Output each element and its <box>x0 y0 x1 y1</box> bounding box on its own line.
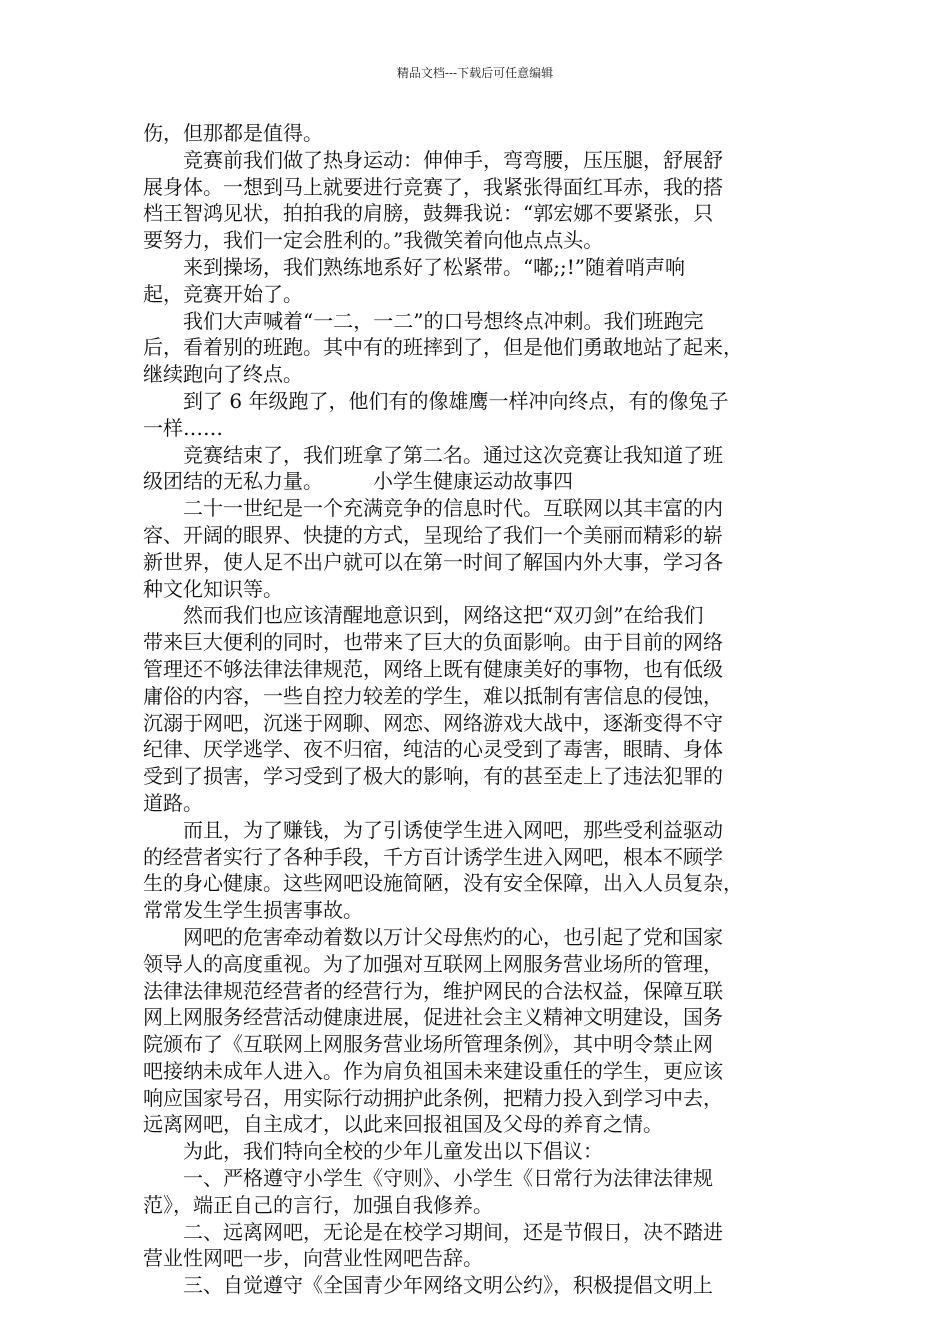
text-line: 新世界，使人足不出户就可以在第一时间了解国内外大事，学习各 <box>143 549 723 574</box>
text-line: 沉溺于网吧，沉迷于网聊、网恋、网络游戏大战中，逐渐变得不守 <box>143 710 723 735</box>
text-line: 远离网吧，自主成才，以此来回报祖国及父母的养育之情。 <box>143 1112 663 1137</box>
text-line: 起，竞赛开始了。 <box>143 281 303 306</box>
text-line: 二十一世纪是一个充满竞争的信息时代。互联网以其丰富的内 <box>143 496 723 521</box>
text-line: 展身体。一想到马上就要进行竞赛了，我紧张得面红耳赤，我的搭 <box>143 174 723 199</box>
text-line: 种文化知识等。 <box>143 576 283 601</box>
text-line: 级团结的无私力量。 小学生健康运动故事四 <box>143 469 573 494</box>
text-line: 二、远离网吧，无论是在校学习期间，还是节假日，决不踏进 <box>143 1219 723 1244</box>
text-line: 后，看着别的班跑。其中有的班摔到了，但是他们勇敢地站了起来， <box>143 335 743 360</box>
text-line: 常常发生学生损害事故。 <box>143 898 363 923</box>
text-line: 法律法律规范经营者的经营行为，维护网民的合法权益，保障互联 <box>143 978 723 1003</box>
text-line: 而且，为了赚钱，为了引诱使学生进入网吧，那些受利益驱动 <box>143 817 723 842</box>
text-line: 受到了损害，学习受到了极大的影响，有的甚至走上了违法犯罪的 <box>143 764 723 789</box>
text-line: 一样…… <box>143 415 223 440</box>
text-line: 然而我们也应该清醒地意识到，网络这把“双刃剑”在给我们 <box>143 603 704 628</box>
document-body <box>143 120 811 1299</box>
text-line: 竞赛前我们做了热身运动：伸伸手，弯弯腰，压压腿，舒展舒 <box>143 147 723 172</box>
text-line: 网上网服务经营活动健康进展，促进社会主义精神文明建设，国务 <box>143 1005 723 1030</box>
text-line: 我们大声喊着“一二，一二”的口号想终点冲刺。我们班跑完 <box>143 308 704 333</box>
text-line: 继续跑向了终点。 <box>143 362 303 387</box>
text-line: 网吧的危害牵动着数以万计父母焦灼的心，也引起了党和国家 <box>143 924 723 949</box>
text-line: 管理还不够法律法律规范，网络上既有健康美好的事物，也有低级 <box>143 656 723 681</box>
text-line: 范》，端正自己的言行，加强自我修养。 <box>143 1192 493 1217</box>
text-line: 营业性网吧一步，向营业性网吧告辞。 <box>143 1246 483 1271</box>
text-line: 领导人的高度重视。为了加强对互联网上网服务营业场所的管理， <box>143 951 723 976</box>
text-line: 容、开阔的眼界、快捷的方式，呈现给了我们一个美丽而精彩的崭 <box>143 522 723 547</box>
text-line: 响应国家号召，用实际行动拥护此条例，把精力投入到学习中去， <box>143 1085 723 1110</box>
page-header: 精品文档---下载后可任意编辑 <box>396 66 554 80</box>
text-line: 道路。 <box>143 790 203 815</box>
text-line: 伤，但那都是值得。 <box>143 121 323 145</box>
text-line: 的经营者实行了各种手段，千方百计诱学生进入网吧，根本不顾学 <box>143 844 723 869</box>
text-line: 院颁布了《互联网上网服务营业场所管理条例》，其中明令禁止网 <box>143 1032 713 1057</box>
text-line: 三、自觉遵守《全国青少年网络文明公约》，积极提倡文明上 <box>143 1273 713 1298</box>
text-line: 带来巨大便利的同时，也带来了巨大的负面影响。由于目前的网络 <box>143 630 723 655</box>
text-line: 生的身心健康。这些网吧设施简陋，没有安全保障，出入人员复杂， <box>143 871 743 896</box>
text-line: 纪律、厌学逃学、夜不归宿，纯洁的心灵受到了毒害，眼睛、身体 <box>143 737 723 762</box>
text-line: 庸俗的内容，一些自控力较差的学生，难以抵制有害信息的侵蚀， <box>143 683 723 708</box>
text-line: 来到操场，我们熟练地系好了松紧带。“嘟;;!”随着哨声响 <box>143 254 685 279</box>
text-line: 竞赛结束了，我们班拿了第二名。通过这次竞赛让我知道了班 <box>143 442 723 467</box>
text-line: 一、严格遵守小学生《守则》、小学生《日常行为法律法律规 <box>143 1166 713 1191</box>
text-line: 档王智鸿见状，拍拍我的肩膀，鼓舞我说：“郭宏娜不要紧张，只 <box>143 201 714 226</box>
text-line: 吧接纳未成年人进入。作为肩负祖国未来建设重任的学生，更应该 <box>143 1058 723 1083</box>
text-line: 到了 6 年级跑了，他们有的像雄鹰一样冲向终点，有的像兔子 <box>143 388 729 413</box>
text-line: 为此，我们特向全校的少年儿童发出以下倡议： <box>143 1139 603 1164</box>
text-line: 要努力，我们一定会胜利的。”我微笑着向他点点头。 <box>143 228 604 253</box>
